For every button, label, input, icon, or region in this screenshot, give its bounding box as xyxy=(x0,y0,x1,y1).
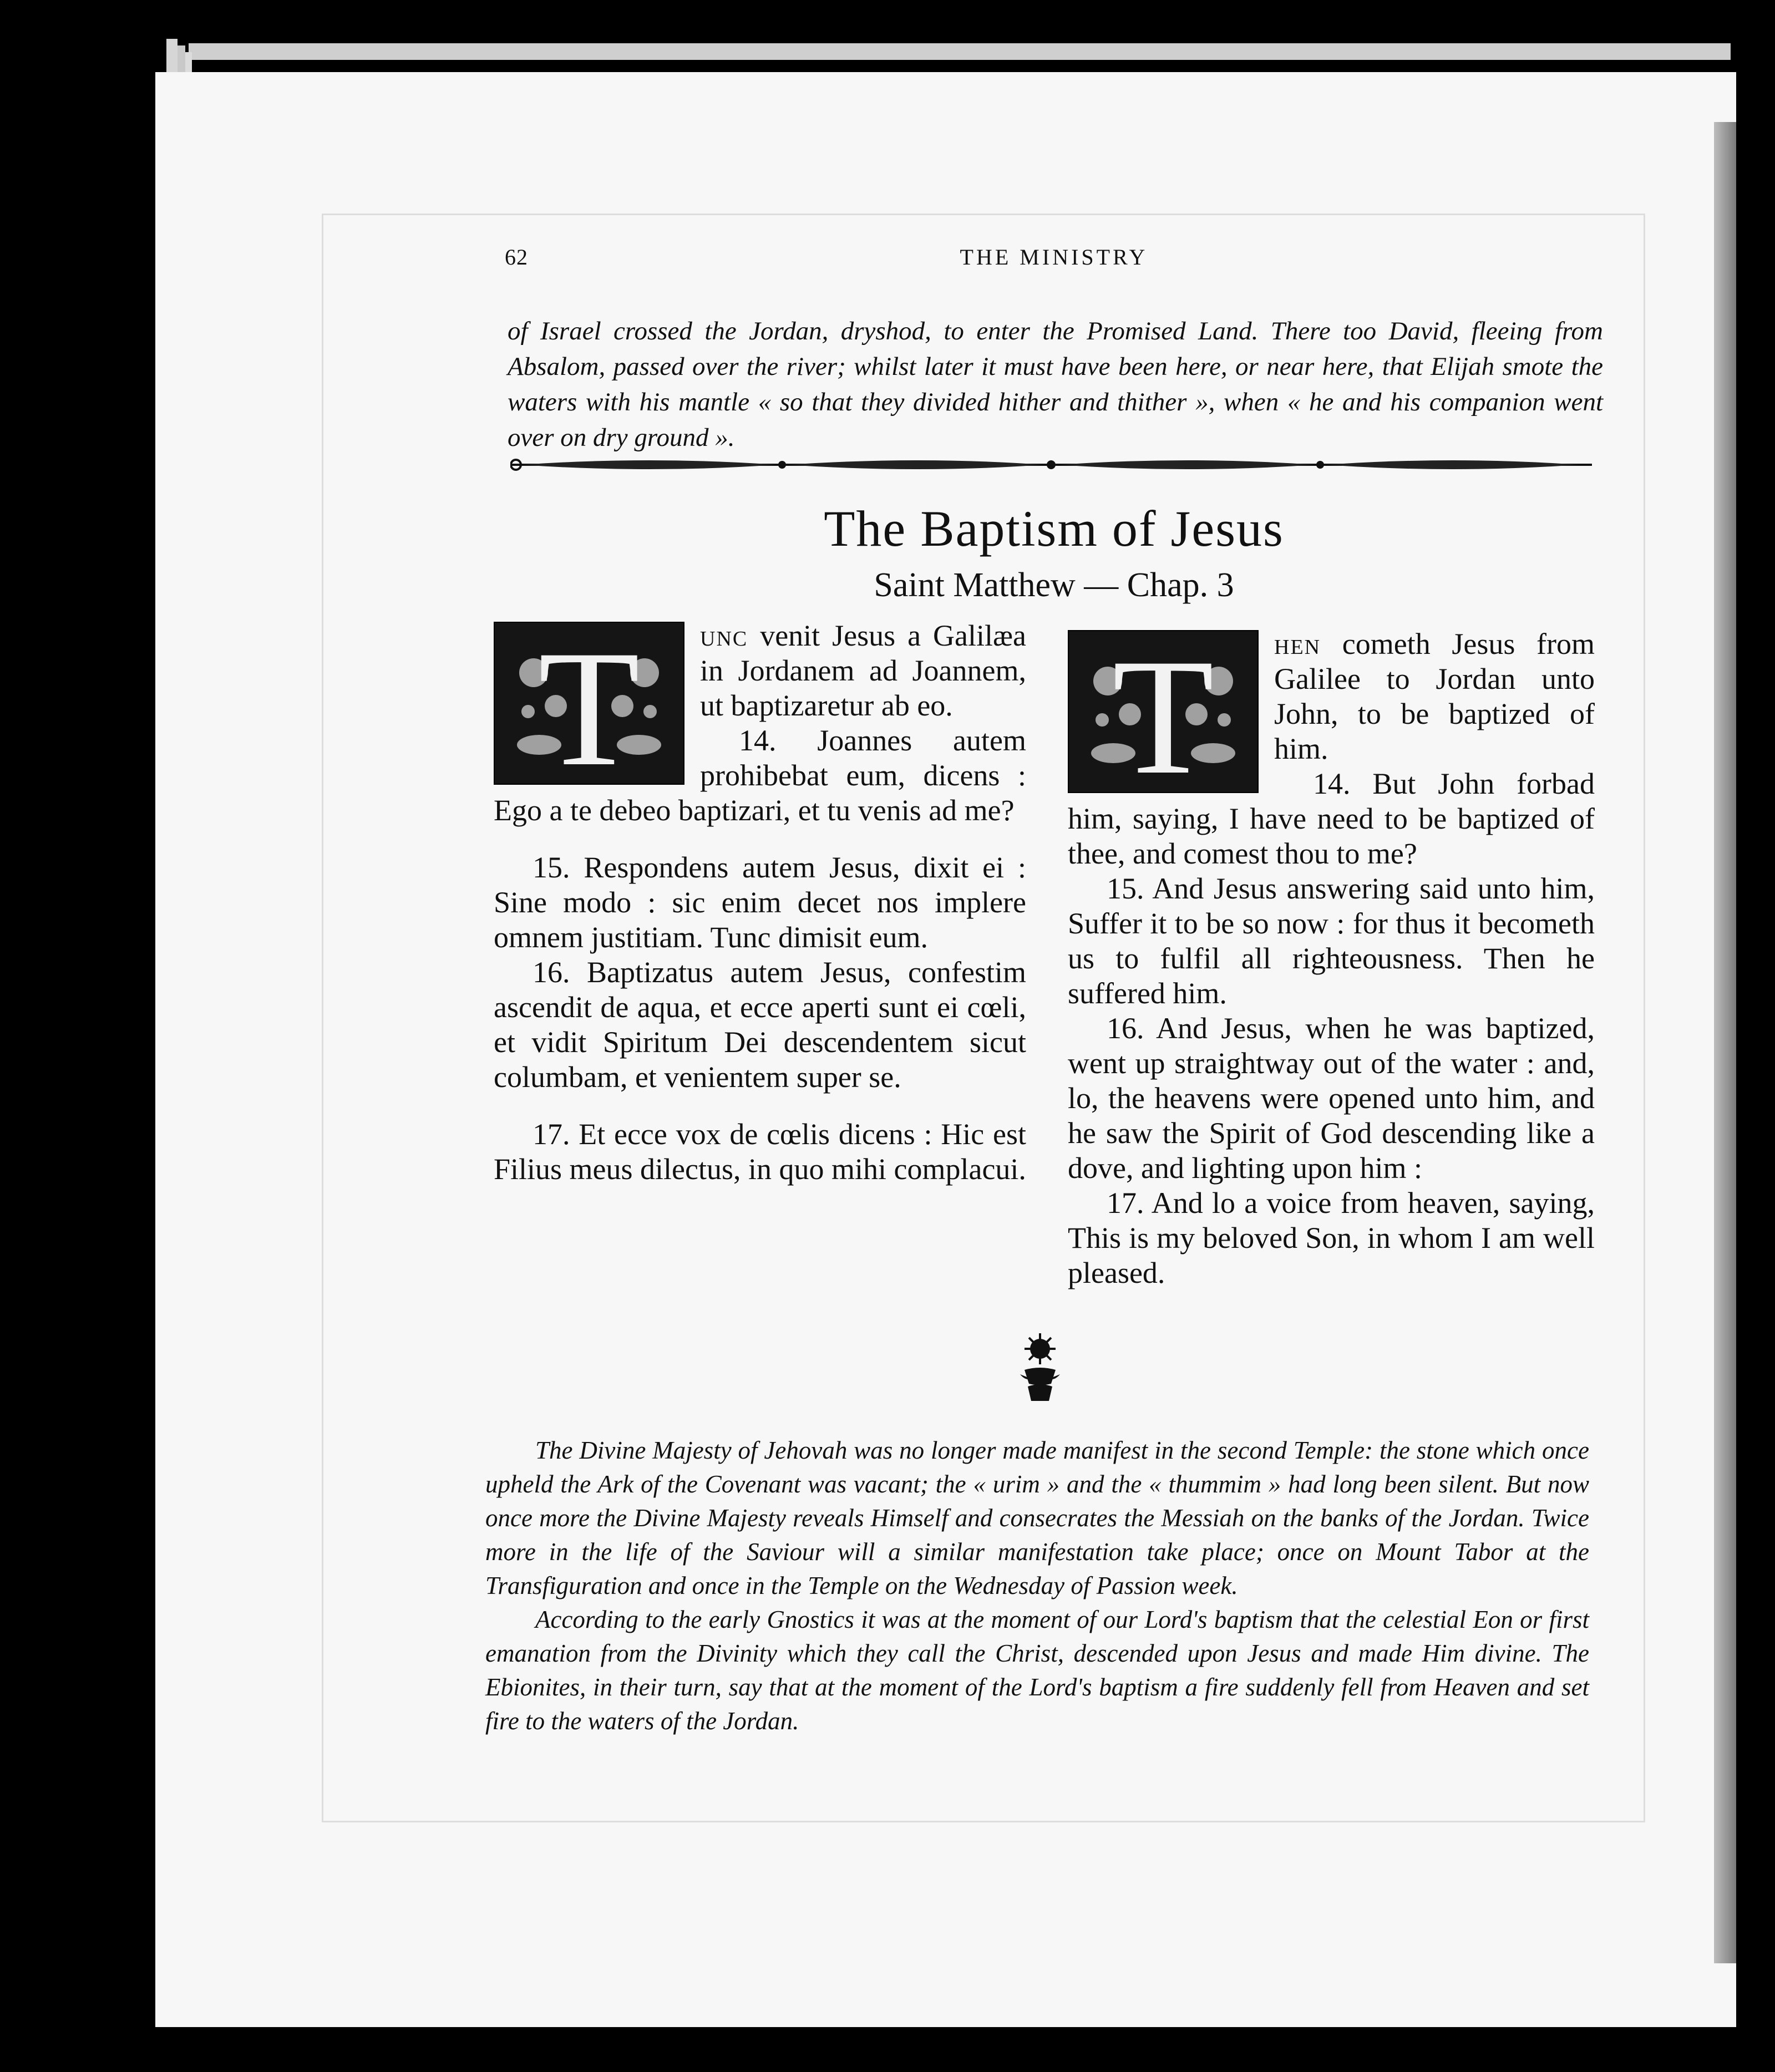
section-title: The Baptism of Jesus xyxy=(824,500,1284,557)
english-column xyxy=(1068,627,1595,1291)
commentary-paragraph-2: According to the early Gnostics it was at the moment of our Lord's baptism that the celestial Eon or first emanation from the Divinity which they call the Christ, descended upon Jesus and made Him divine. The Ebionites, in their turn, say that at the moment of the Lord's baptism a fire suddenly fell from Heaven and set fire to the waters of the Jordan. xyxy=(485,1606,1589,1735)
page-shadow xyxy=(1714,122,1736,1963)
intro-paragraph: of Israel crossed the Jordan, dryshod, to enter the Promised Land. There too David, fleeing from Absalom, passed over the river; whilst later it must have been here, or near here, that Elijah smote the waters with his mantle « so that they divided hither and thither », when « he and his companion went over on dry ground ». xyxy=(508,317,1603,452)
verse-13-latin: venit Jesus a Galilæa in Jordanem ad Joannem, ut baptizaretur ab eo. xyxy=(700,619,1026,722)
section-subtitle: Saint Matthew — Chap. 3 xyxy=(874,566,1234,604)
flower-vase-ornament-icon xyxy=(1018,1331,1062,1403)
verse-16-english: 16. And Jesus, when he was baptized, went up straightway out of the water : and, lo, the heavens were opened unto him, and he saw the Spirit of God descending like a dove, and lighting upon him : xyxy=(1068,1012,1595,1185)
floral-initial-icon xyxy=(494,622,684,785)
page-number: 62 xyxy=(505,245,528,270)
verse-17-english: 17. And lo a voice from heaven, saying, This is my beloved Son, in whom I am well pleased. xyxy=(1068,1186,1595,1289)
verse-14-latin: 14. Joannes autem prohibebat eum, dicens : Ego a te debeo baptizari, et tu venis ad me? xyxy=(494,724,1026,827)
page-stack-top-edge xyxy=(189,43,1731,60)
ornamental-rule-icon xyxy=(510,455,1592,475)
running-title: THE MINISTRY xyxy=(960,245,1148,270)
opening-smallcaps: hen xyxy=(1274,627,1321,661)
verse-13-english: cometh Jesus from Galilee to Jordan unto John, to be baptized of him. xyxy=(1274,627,1595,765)
verse-16-latin: 16. Baptizatus autem Jesus, confestim ascendit de aqua, et ecce aperti sunt ei cœli, et vidit Spiritum Dei descendentem sicut columbam, et venientem super se. xyxy=(494,956,1026,1094)
latin-column xyxy=(494,618,1026,1187)
opening-smallcaps: unc xyxy=(700,619,748,652)
svg-text:T: T xyxy=(1112,631,1214,792)
verse-15-latin: 15. Respondens autem Jesus, dixit ei : Sine modo : sic enim decet nos implere omnem justitiam. Tunc dimisit eum. xyxy=(494,851,1026,954)
verse-17-latin: 17. Et ecce vox de cœlis dicens : Hic est Filius meus dilectus, in quo mihi complacui. xyxy=(494,1118,1026,1186)
verse-14-english: 14. But John forbad him, saying, I have need to be baptized of thee, and comest thou to me? xyxy=(1068,767,1595,870)
commentary xyxy=(485,1434,1589,1738)
verse-15-english: 15. And Jesus answering said unto him, Suffer it to be so now : for thus it becometh us to fulfil all righteousness. Then he suffered him. xyxy=(1068,872,1595,1010)
commentary-paragraph-1: The Divine Majesty of Jehovah was no longer made manifest in the second Temple: the stone which once upheld the Ark of the Covenant was vacant; the « urim » and the « thummim » had long been silent. But now once more the Divine Majesty reveals Himself and consecrates the Messiah on the banks of the Jordan. Twice more in the life of the Saviour will a similar manifestation take place; once on Mount Tabor at the Transfiguration and once in the Temple on the Wednesday of Passion week. xyxy=(485,1436,1589,1599)
svg-text:T: T xyxy=(538,623,640,784)
floral-initial-icon xyxy=(1068,630,1259,793)
